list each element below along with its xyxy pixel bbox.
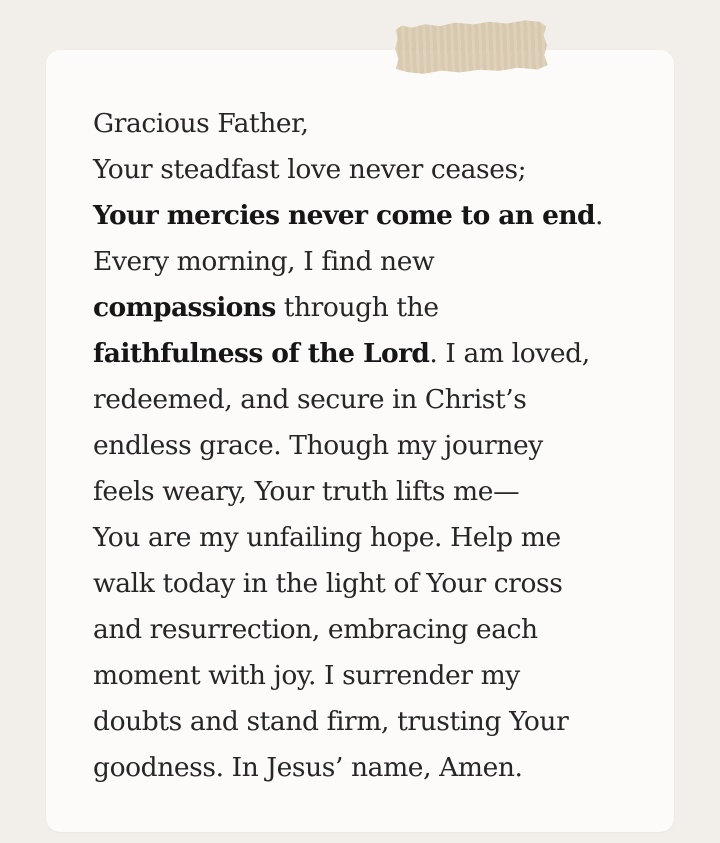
prayer-line (93, 515, 653, 561)
tape-decoration (394, 19, 548, 75)
prayer-segment: You are my unfailing hope. Help me (93, 522, 561, 553)
prayer-line (93, 607, 653, 653)
prayer-text (93, 101, 653, 791)
prayer-emphasis: compassions (93, 292, 276, 323)
prayer-segment: redeemed, and secure in Christ’s (93, 384, 527, 415)
prayer-segment: through the (275, 292, 439, 323)
prayer-line (93, 193, 653, 239)
prayer-segment: goodness. In Jesus’ name, Amen. (93, 752, 523, 783)
prayer-segment: Every morning, I find new (93, 246, 435, 277)
prayer-line (93, 377, 653, 423)
prayer-line (93, 331, 653, 377)
prayer-emphasis: faithfulness of the Lord (93, 338, 430, 369)
prayer-segment: doubts and stand firm, trusting Your (93, 706, 569, 737)
prayer-segment: walk today in the light of Your cross (93, 568, 563, 599)
prayer-segment: Gracious Father, (93, 108, 309, 139)
prayer-line (93, 653, 653, 699)
prayer-line (93, 285, 653, 331)
prayer-segment: . I am loved, (429, 338, 590, 369)
prayer-segment: moment with joy. I surrender my (93, 660, 520, 691)
prayer-line (93, 469, 653, 515)
prayer-segment: endless grace. Though my journey (93, 430, 543, 461)
prayer-emphasis: Your mercies never come to an end (93, 200, 595, 231)
prayer-line (93, 745, 653, 791)
prayer-segment: and resurrection, embracing each (93, 614, 538, 645)
prayer-segment: . (594, 200, 604, 231)
prayer-line (93, 561, 653, 607)
prayer-line (93, 423, 653, 469)
prayer-segment: Your steadfast love never ceases; (93, 154, 527, 185)
prayer-line (93, 699, 653, 745)
prayer-segment: feels weary, Your truth lifts me— (93, 476, 520, 507)
prayer-line (93, 239, 653, 285)
prayer-line (93, 147, 653, 193)
prayer-line (93, 101, 653, 147)
